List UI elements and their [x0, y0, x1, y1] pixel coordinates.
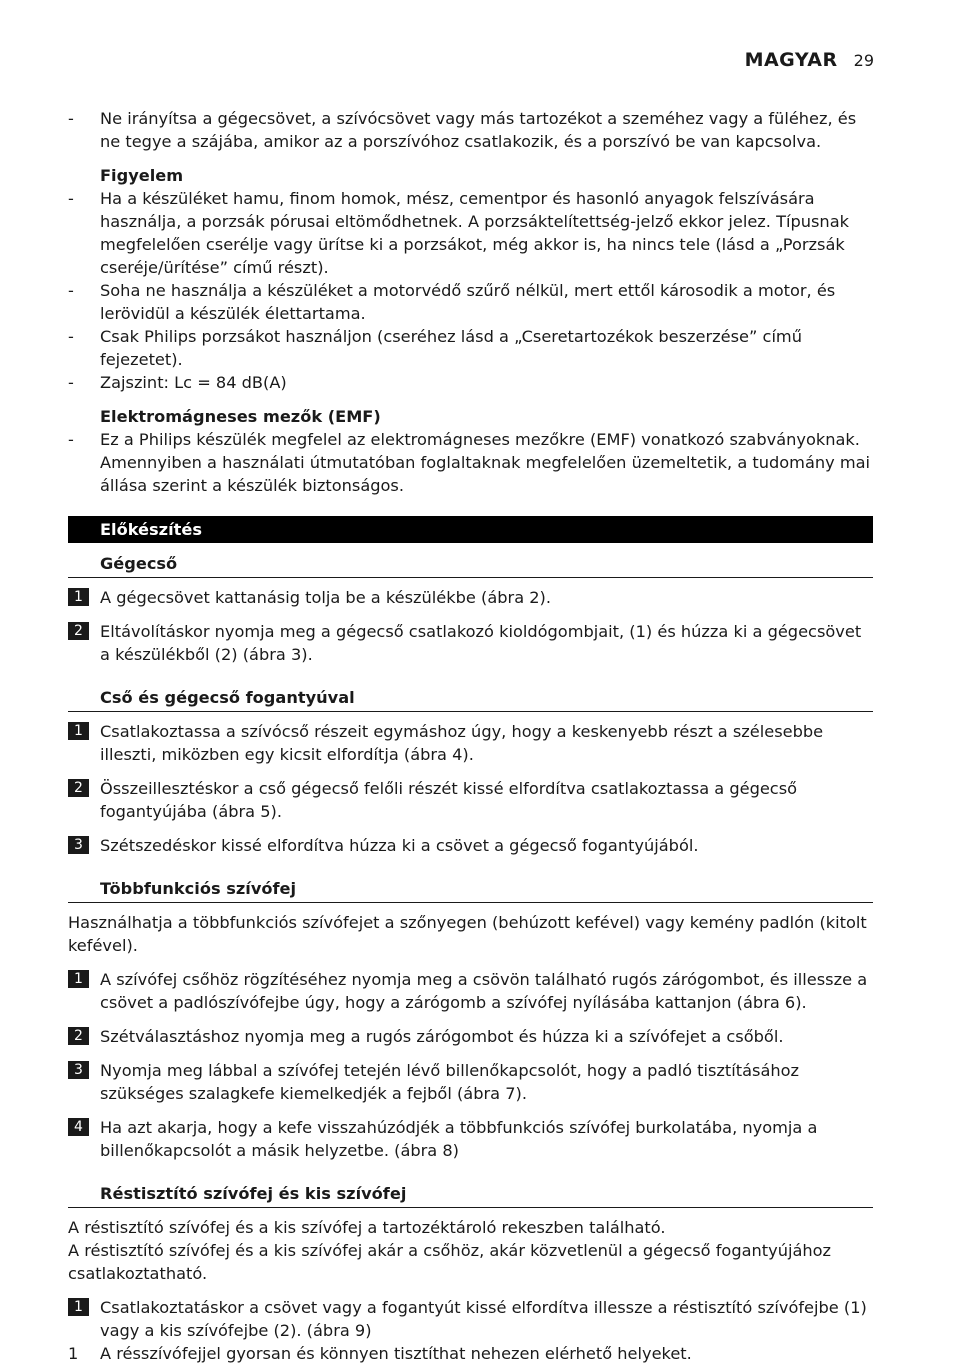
page-number: 29 [853, 51, 874, 70]
step-number: 3 [68, 836, 89, 854]
bullet-item [68, 107, 873, 153]
step-text: Összeillesztéskor a cső gégecső felőli részét kissé elfordítva csatlakoztassa a gégecső fogantyújába (ábra 5). [100, 779, 798, 821]
step-number: 2 [68, 1027, 89, 1045]
bullet-item [68, 428, 873, 497]
bullet-dash: - [68, 189, 74, 208]
step-number: 2 [68, 779, 89, 797]
bullet-text: Soha ne használja a készüléket a motorvédő szűrő nélkül, mert ettől károsodik a motor, és lerövidül a készülék élettartama. [100, 281, 836, 323]
step-item [68, 968, 873, 1014]
step-item [68, 777, 873, 823]
subsection-heading-gegecso: Gégecső [68, 543, 873, 578]
emf-heading: Elektromágneses mezők (EMF) [100, 407, 381, 426]
step-text: Csatlakoztatáskor a csövet vagy a fogantyút kissé elfordítva illessze a réstisztító szívófejbe (1) vagy a kis szívófejbe (2). (ábra 9) [100, 1298, 867, 1340]
step-number: 1 [68, 970, 89, 988]
page-content [68, 107, 873, 1365]
step-text: Szétválasztáshoz nyomja meg a rugós zárógombot és húzza ki a szívófejet a csőből. [100, 1027, 784, 1046]
bullet-text: Ne irányítsa a gégecsövet, a szívócsövet vagy más tartozékot a szeméhez vagy a füléhez, és ne tegye a szájába, amikor az a porszívóhoz csatlakozik, és a porszívó be van kapcsolva. [100, 109, 857, 151]
page-header [745, 49, 874, 72]
bullet-dash: - [68, 373, 74, 392]
sub-item-label: 1 [68, 1344, 79, 1363]
step-item [68, 586, 873, 609]
step-number: 2 [68, 622, 89, 640]
step-number: 1 [68, 1298, 89, 1316]
bullet-item [68, 187, 873, 279]
step-number: 4 [68, 1118, 89, 1136]
step-item [68, 1296, 873, 1342]
bullet-text: Csak Philips porzsákot használjon (cseréhez lásd a „Cseretartozékok beszerzése” című fejezetet). [100, 327, 802, 369]
step-number: 1 [68, 588, 89, 606]
subsection-heading-cso: Cső és gégecső fogantyúval [68, 677, 873, 712]
step-text: Szétszedéskor kissé elfordítva húzza ki a csövet a gégecső fogantyújából. [100, 836, 699, 855]
section-title-bar: Előkészítés [68, 516, 873, 543]
step-item [68, 1116, 873, 1162]
intro-line: A réstisztító szívófej és a kis szívófej a tartozéktároló rekeszben található. [68, 1218, 666, 1237]
step-item [68, 720, 873, 766]
step-number: 1 [68, 722, 89, 740]
bullet-dash: - [68, 109, 74, 128]
bullet-dash: - [68, 430, 74, 449]
intro-line: A réstisztító szívófej és a kis szívófej akár a csőhöz, akár közvetlenül a gégecső fogantyújához csatlakoztatható. [68, 1241, 832, 1283]
intro-paragraph: Használhatja a többfunkciós szívófejet a szőnyegen (behúzott kefével) vagy kemény padlón (kitolt kefével). [68, 913, 867, 955]
step-text: Ha azt akarja, hogy a kefe visszahúzódjék a többfunkciós szívófej burkolatába, nyomja a billenőkapcsolót a másik helyzetbe. (ábra 8) [100, 1118, 818, 1160]
step-text: Csatlakoztassa a szívócső részeit egymáshoz úgy, hogy a keskenyebb részt a szélesebbe illeszti, miközben egy kicsit elfordítja (ábra 4). [100, 722, 824, 764]
bullet-dash: - [68, 327, 74, 346]
subsection-heading-restisztito: Réstisztító szívófej és kis szívófej [68, 1173, 873, 1208]
bullet-item [68, 325, 873, 371]
step-item [68, 1025, 873, 1048]
bullet-dash: - [68, 281, 74, 300]
bullet-item [68, 371, 873, 394]
step-text: A gégecsövet kattanásig tolja be a készülékbe (ábra 2). [100, 588, 552, 607]
step-number: 3 [68, 1061, 89, 1079]
language-label: MAGYAR [744, 49, 838, 71]
step-text: Eltávolításkor nyomja meg a gégecső csatlakozó kioldógombjait, (1) és húzza ki a gégecsövet a készülékből (2) (ábra 3). [100, 622, 862, 664]
step-text: Nyomja meg lábbal a szívófej tetején lévő billenőkapcsolót, hogy a padló tisztításához szükséges szalagkefe kiemelkedjék a fejből (ábra 7). [100, 1061, 800, 1103]
warning-heading: Figyelem [100, 166, 184, 185]
sub-item-text: A résszívófejjel gyorsan és könnyen tisztíthat nehezen elérhető helyeket. [100, 1344, 692, 1363]
step-text: A szívófej csőhöz rögzítéséhez nyomja meg a csövön található rugós zárógombot, és illessze a csövet a padlószívófejbe úgy, hogy a zárógomb a szívófej nyílásába kattanjon (ábra 6). [100, 970, 868, 1012]
bullet-text: Zajszint: Lc = 84 dB(A) [100, 373, 287, 392]
step-item [68, 1059, 873, 1105]
bullet-text: Ha a készüléket hamu, finom homok, mész, cementpor és hasonló anyagok felszívására használja, a porzsák pórusai eltömődhetnek. A porzsáktelítettség-jelző ekkor jelez. Típusnak megfelelően cserélje vagy ürítse ki a porzsákot, még akkor is, ha nincs tele (lásd a „Porzsák cseréje/ürítése” című részt). [100, 189, 849, 277]
subsection-heading-tobbfunkcios: Többfunkciós szívófej [68, 868, 873, 903]
step-item [68, 834, 873, 857]
step-item [68, 620, 873, 666]
bullet-text: Ez a Philips készülék megfelel az elektromágneses mezőkre (EMF) vonatkozó szabványoknak. Amennyiben a használati útmutatóban foglaltaknak megfelelően üzemeltetik, a tudomány mai állása szerint a készülék biztonságos. [100, 430, 871, 495]
bullet-item [68, 279, 873, 325]
